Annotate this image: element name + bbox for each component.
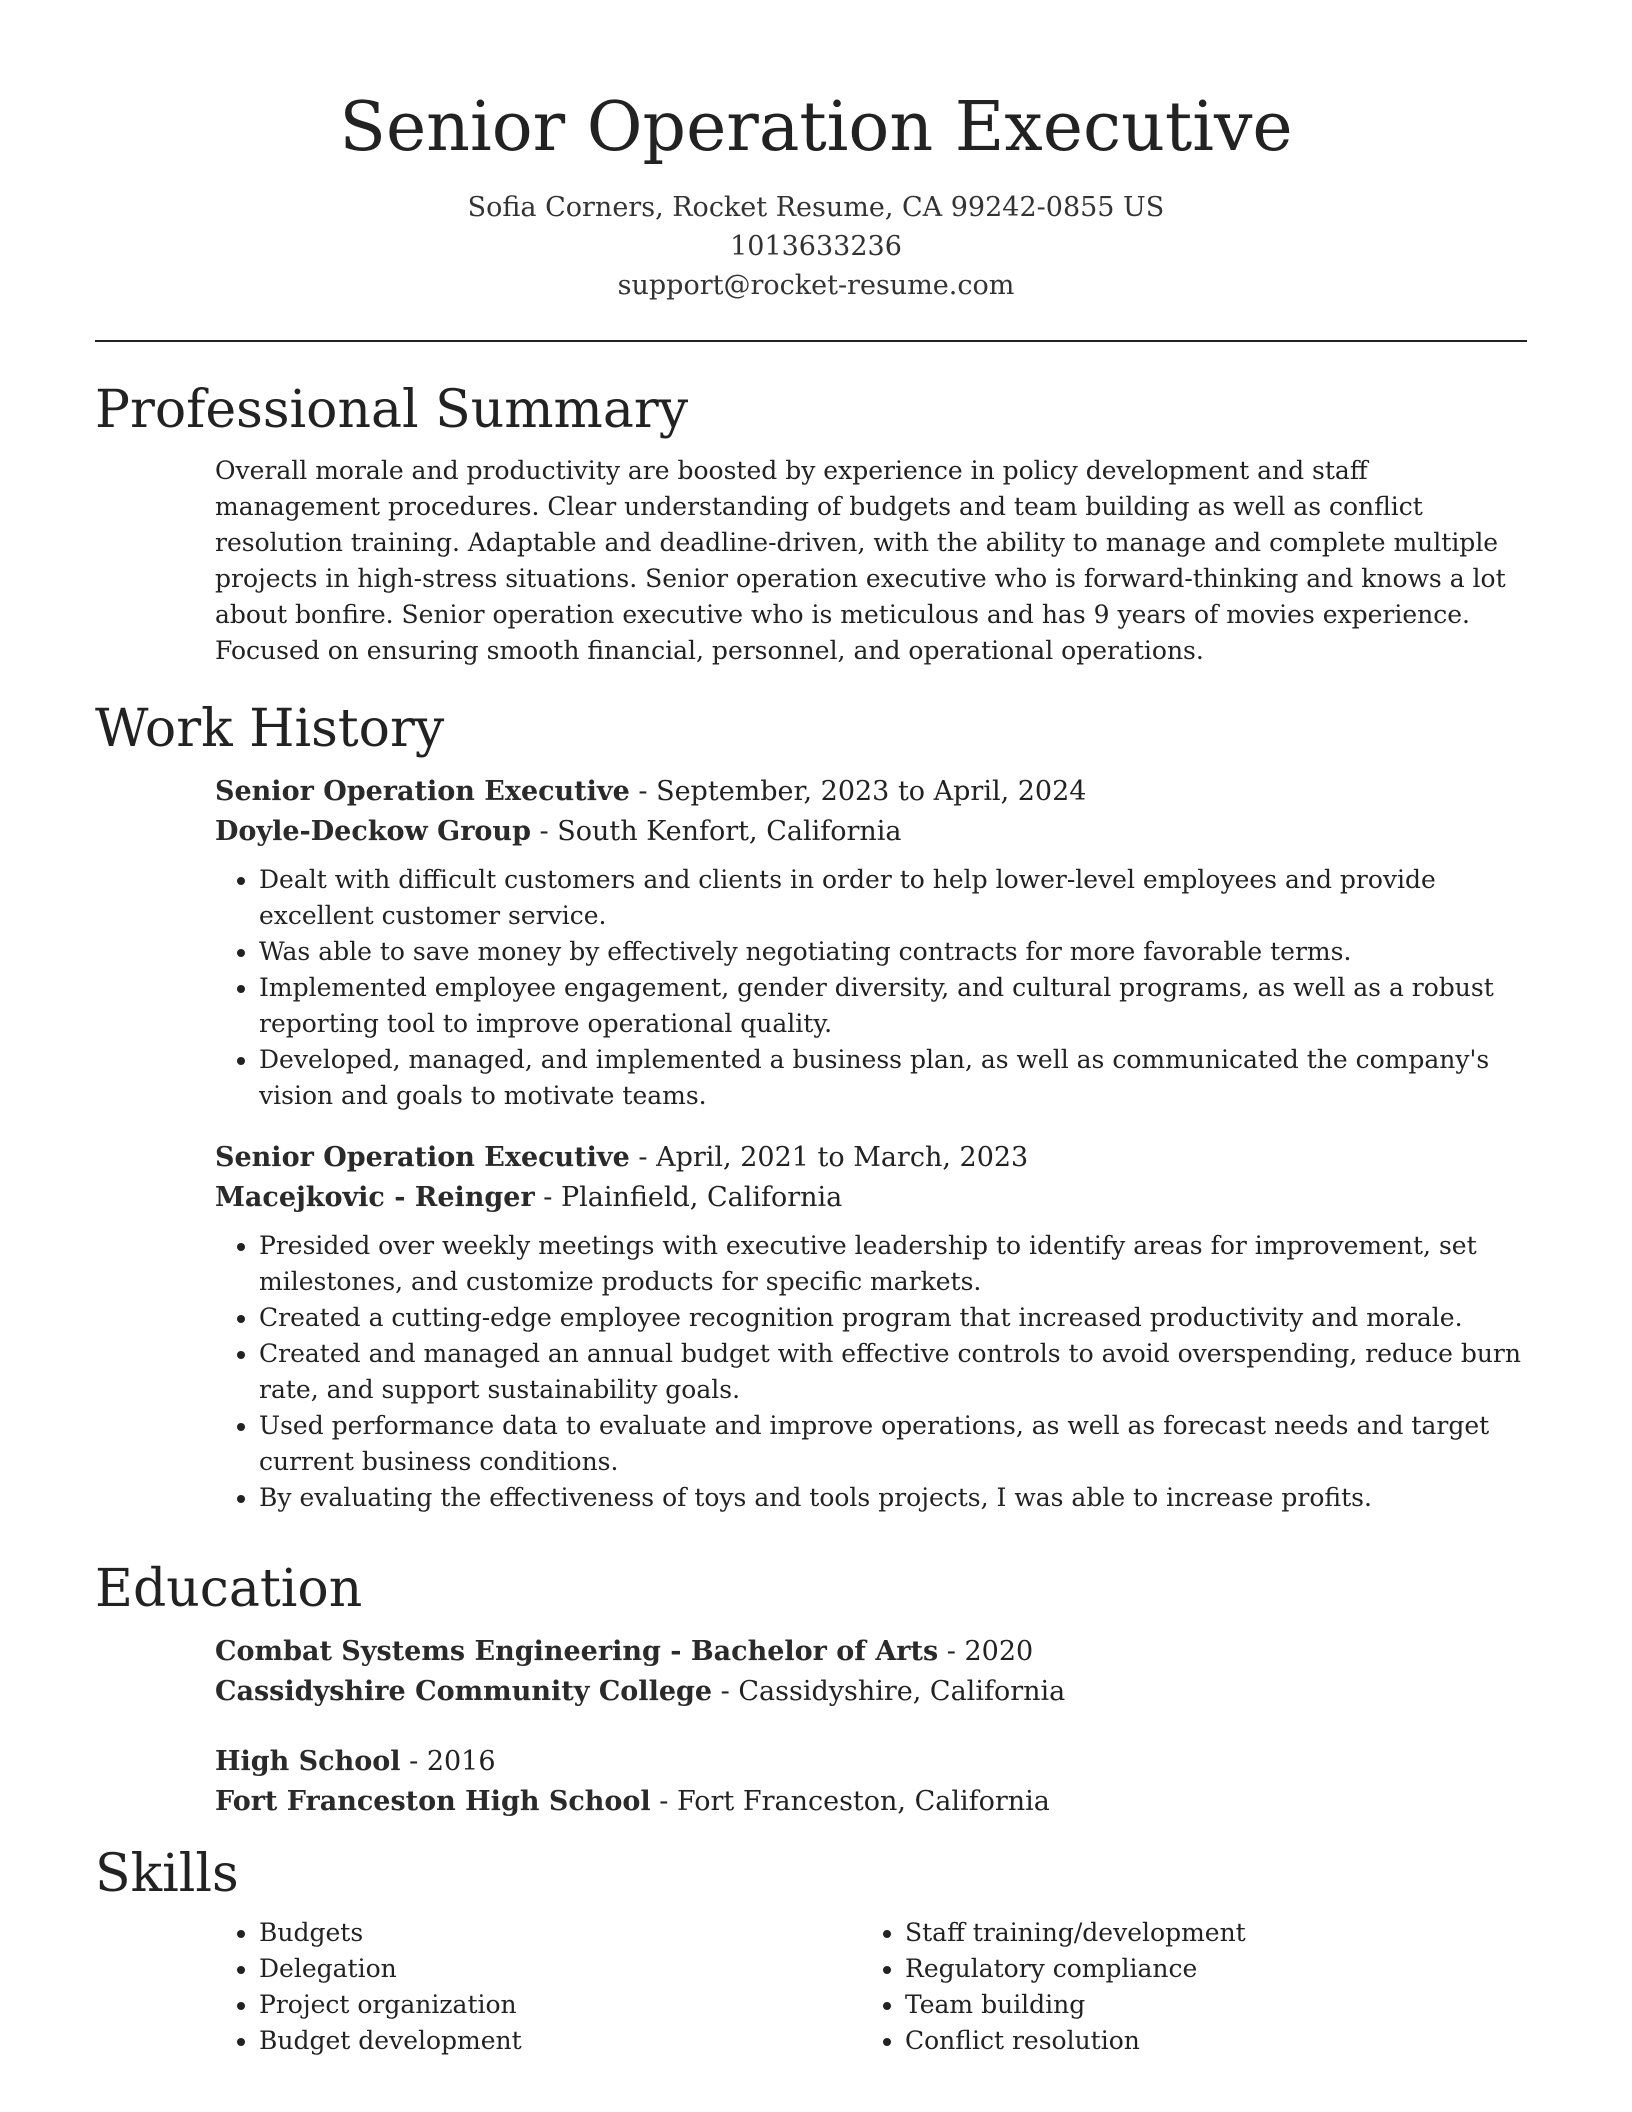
professional-summary-section	[95, 375, 1535, 669]
resume-header	[0, 82, 1632, 305]
contact-address: Sofia Corners, Rocket Resume, CA 99242-0855 US	[467, 192, 1165, 223]
job-bullets	[215, 1228, 1541, 1516]
work-history-section	[95, 694, 1535, 1516]
job-company: Macejkovic - Reinger	[215, 1182, 535, 1213]
education-year: - 2020	[938, 1636, 1034, 1667]
job-bullet: • Created and managed an annual budget with effective controls to avoid overspending, reduce burn rate, and support sustainability goals.	[259, 1336, 1541, 1408]
education-entry	[215, 1742, 1535, 1822]
skill-item: • Budgets	[259, 1915, 861, 1951]
skill-item: • Project organization	[259, 1987, 861, 2023]
education-degree: Combat Systems Engineering - Bachelor of Arts	[215, 1636, 939, 1667]
education-section	[95, 1554, 1535, 1822]
job-dates: - April, 2021 to March, 2023	[629, 1142, 1029, 1173]
education-school: Fort Franceston High School	[215, 1786, 651, 1817]
education-year: - 2016	[400, 1746, 496, 1777]
job-bullet: • Implemented employee engagement, gender diversity, and cultural programs, as well as a robust reporting tool to improve operational quality.	[259, 970, 1541, 1042]
skill-item: • Staff training/development	[905, 1915, 1507, 1951]
education-degree-line	[215, 1742, 1535, 1782]
job-bullet: • Used performance data to evaluate and improve operations, as well as forecast needs and target current business conditions.	[259, 1408, 1541, 1480]
section-heading-skills: Skills	[95, 1844, 239, 1904]
skills-column-right	[861, 1915, 1507, 2059]
skill-item: • Regulatory compliance	[905, 1951, 1507, 1987]
skill-item: • Delegation	[259, 1951, 861, 1987]
job-bullet: • Dealt with difficult customers and clients in order to help lower-level employees and provide excellent customer service.	[259, 862, 1541, 934]
skill-item: • Budget development	[259, 2023, 861, 2059]
education-school-line	[215, 1782, 1535, 1822]
job-company-line	[215, 812, 1535, 852]
job-bullet: • Was able to save money by effectively negotiating contracts for more favorable terms.	[259, 934, 1541, 970]
contact-email: support@rocket-resume.com	[617, 270, 1015, 301]
job-dates: - September, 2023 to April, 2024	[629, 776, 1087, 807]
job-entry	[215, 1138, 1535, 1516]
education-school: Cassidyshire Community College	[215, 1676, 713, 1707]
job-company: Doyle-Deckow Group	[215, 816, 531, 847]
job-title-line	[215, 1138, 1535, 1178]
section-heading-summary: Professional Summary	[95, 380, 689, 440]
education-degree: High School	[215, 1746, 401, 1777]
section-heading-work: Work History	[95, 699, 445, 759]
education-location: - Cassidyshire, California	[712, 1676, 1066, 1707]
job-bullet: • Created a cutting-edge employee recognition program that increased productivity and morale.	[259, 1300, 1541, 1336]
job-entry	[215, 772, 1535, 1114]
summary-text: Overall morale and productivity are boosted by experience in policy development and staff management procedures. Clear understanding of budgets and team building as well as conflict resolution training. Adaptable and deadline-driven, with the ability to manage and complete multiple projects in high-stress situations. Senior operation executive who is forward-thinking and knows a lot about bonfire. Senior operation executive who is meticulous and has 9 years of movies experience. Focused on ensuring smooth financial, personnel, and operational operations.	[215, 456, 1506, 665]
education-entry	[215, 1632, 1535, 1712]
education-degree-line	[215, 1632, 1535, 1672]
skill-item: • Team building	[905, 1987, 1507, 2023]
skills-section	[95, 1839, 1535, 2059]
job-bullet: • Developed, managed, and implemented a business plan, as well as communicated the company's vision and goals to motivate teams.	[259, 1042, 1541, 1114]
resume-title: Senior Operation Executive	[339, 88, 1293, 167]
skills-column-left	[215, 1915, 861, 2059]
job-title: Senior Operation Executive	[215, 776, 630, 807]
job-title-line	[215, 772, 1535, 812]
education-school-line	[215, 1672, 1535, 1712]
job-location: - Plainfield, California	[534, 1182, 843, 1213]
contact-phone: 1013633236	[730, 231, 902, 262]
section-heading-education: Education	[95, 1559, 363, 1619]
header-divider	[95, 340, 1527, 342]
education-location: - Fort Franceston, California	[650, 1786, 1050, 1817]
job-bullet: • Presided over weekly meetings with executive leadership to identify areas for improvement, set milestones, and customize products for specific markets.	[259, 1228, 1541, 1300]
skill-item: • Conflict resolution	[905, 2023, 1507, 2059]
job-title: Senior Operation Executive	[215, 1142, 630, 1173]
job-bullet: • By evaluating the effectiveness of toys and tools projects, I was able to increase profits.	[259, 1480, 1541, 1516]
job-company-line	[215, 1178, 1535, 1218]
job-bullets	[215, 862, 1541, 1114]
skills-grid	[215, 1915, 1535, 2059]
contact-block	[0, 188, 1632, 305]
job-location: - South Kenfort, California	[530, 816, 902, 847]
